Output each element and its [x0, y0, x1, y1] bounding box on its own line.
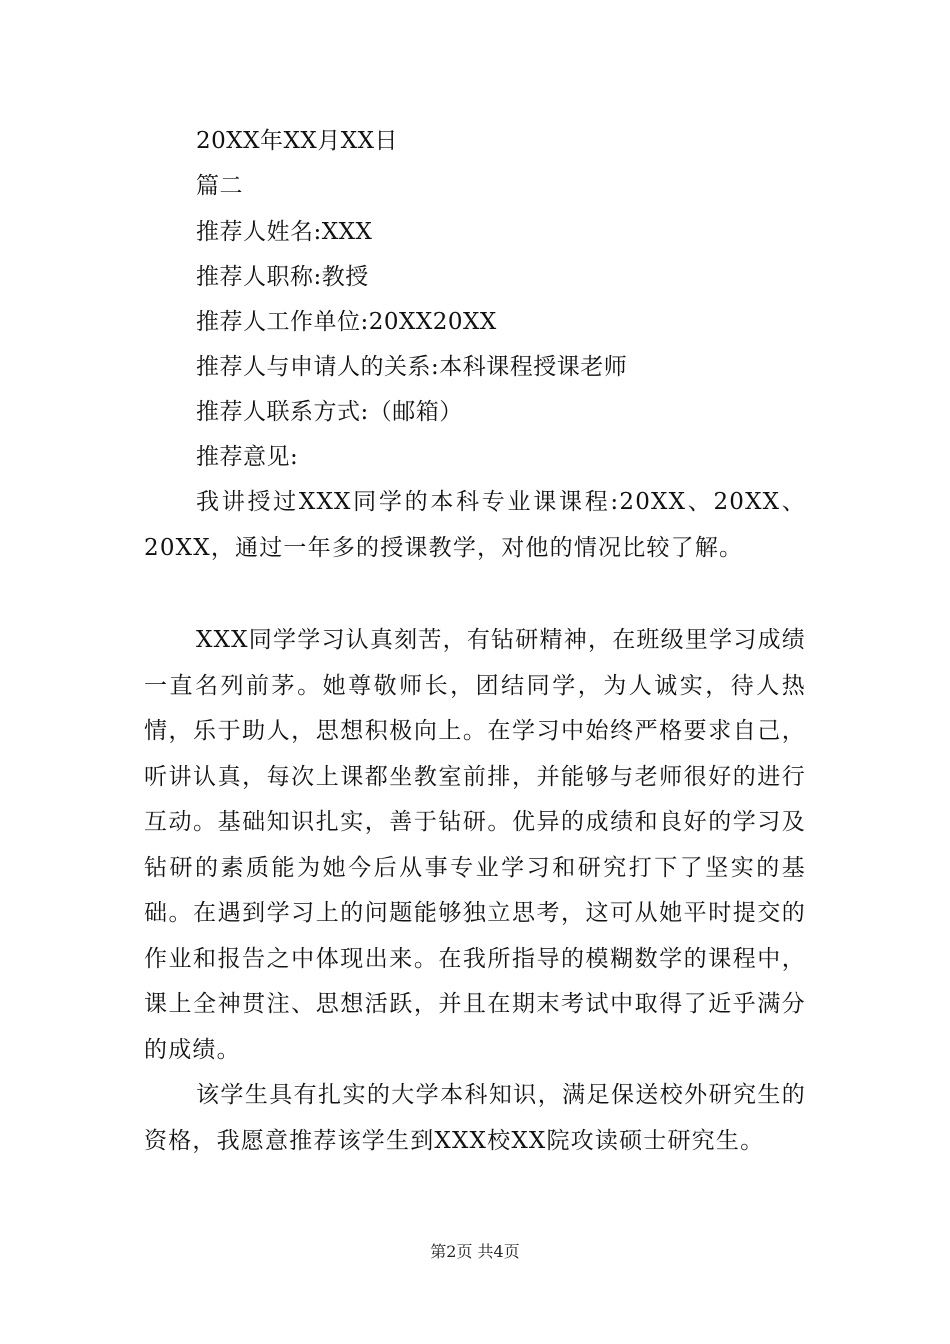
recommender-contact: 推荐人联系方式:（邮箱） [196, 399, 463, 425]
opinion-label: 推荐意见: [196, 444, 299, 470]
paragraph-recommendation: 该学生具有扎实的大学本科知识，满足保送校外研究生的资格，我愿意推荐该学生到XXX校XX院攻读硕士研究生。 [144, 1082, 806, 1154]
section-title: 篇二 [196, 173, 243, 199]
recommender-relationship: 推荐人与申请人的关系:本科课程授课老师 [196, 354, 628, 380]
paragraph-intro: 我讲授过XXX同学的本科专业课课程:20XX、20XX、20XX，通过一年多的授课教学，对他的情况比较了解。 [144, 489, 806, 561]
recommender-title: 推荐人职称:教授 [196, 264, 369, 290]
recommender-name: 推荐人姓名:XXX [196, 219, 373, 245]
paragraph-evaluation: XXX同学学习认真刻苦，有钻研精神，在班级里学习成绩一直名列前茅。她尊敬师长，团结同学，为人诚实，待人热情，乐于助人，思想积极向上。在学习中始终严格要求自己，听讲认真，每次上课都坐教室前排，并能够与老师很好的进行互动。基础知识扎实，善于钻研。优异的成绩和良好的学习及钻研的素质能为她今后从事专业学习和研究打下了坚实的基础。在遇到学习上的问题能够独立思考，这可从她平时提交的作业和报告之中体现出来。在我所指导的模糊数学的课程中，课上全神贯注、思想活跃，并且在期末考试中取得了近乎满分的成绩。 [144, 627, 806, 1063]
page-indicator: 第2页 共4页 [430, 1242, 520, 1261]
recommender-unit: 推荐人工作单位:20XX20XX [196, 309, 497, 335]
date-line: 20XX年XX月XX日 [196, 128, 399, 154]
